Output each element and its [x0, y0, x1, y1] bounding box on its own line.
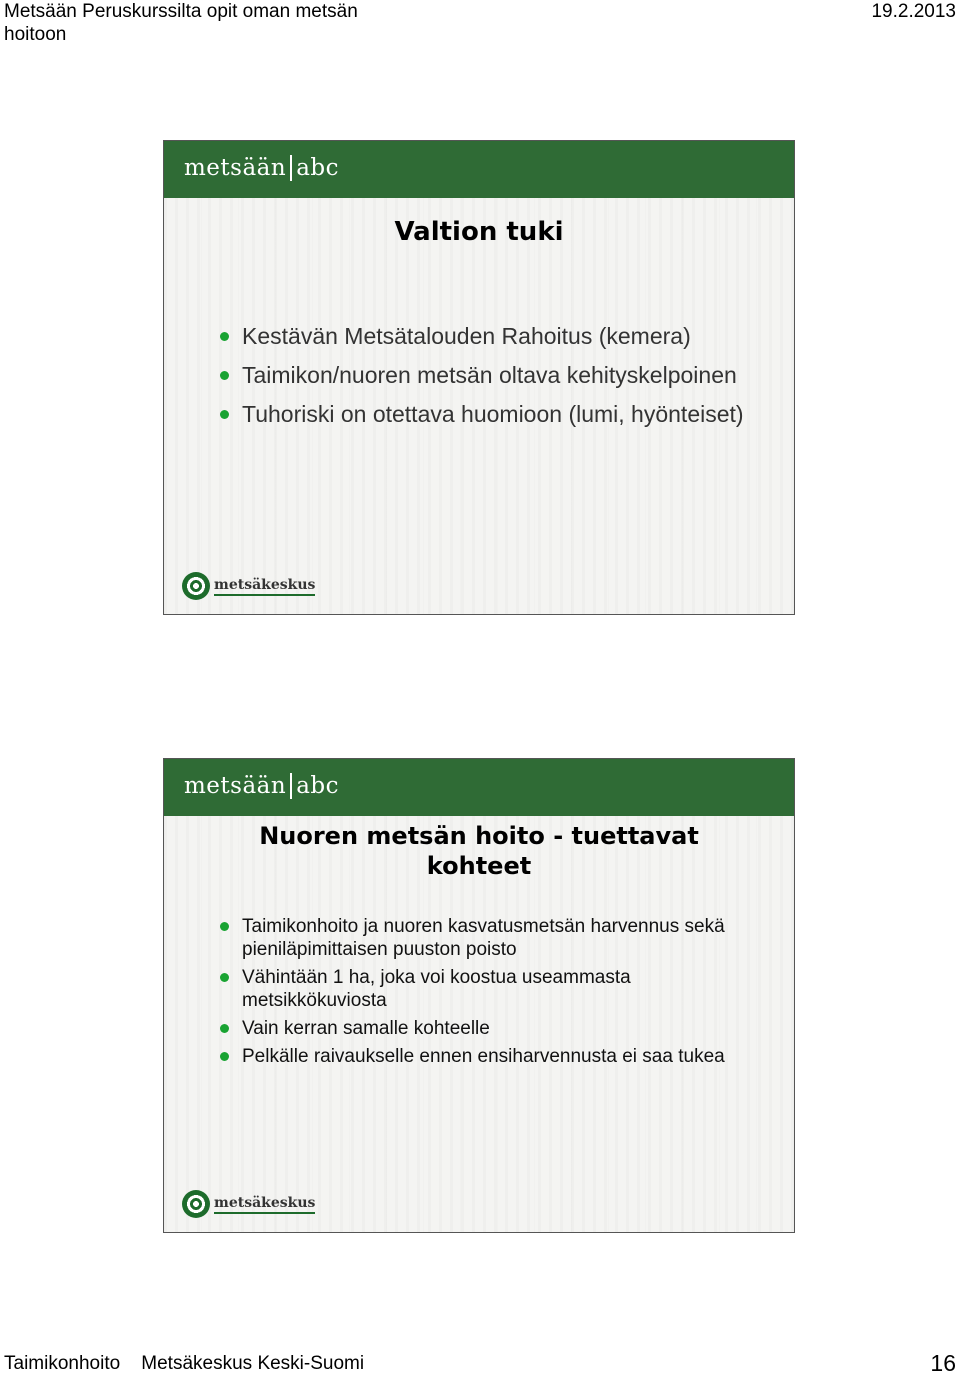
bullet-item [164, 321, 774, 352]
bullet-item [164, 360, 774, 391]
slide-banner [164, 759, 794, 816]
logo-divider [290, 155, 292, 181]
slide-banner [164, 141, 794, 198]
bullet-item [164, 1017, 774, 1040]
bullet-dot-icon [220, 371, 229, 380]
slide-title: Valtion tuki [394, 217, 564, 247]
metsakeskus-target-icon [182, 572, 210, 600]
logo-text-right: abc [296, 155, 340, 181]
slide-title: Nuoren metsän hoito - tuettavat kohteet [259, 822, 699, 880]
bullet-item [164, 399, 774, 430]
bullet-dot-icon [220, 922, 229, 931]
page-footer-text: Taimikonhoito Metsäkeskus Keski-Suomi [4, 1353, 365, 1374]
slide-nuoren-metsan-hoito [163, 758, 795, 1233]
metsaan-abc-logo [184, 155, 339, 181]
bullet-text: Taimikonhoito ja nuoren kasvatusmetsän harvennus sekä pieniläpimittaisen puuston poisto [242, 916, 725, 960]
metsaan-abc-logo [184, 773, 339, 799]
bullet-text: Pelkälle raivaukselle ennen ensiharvennusta ei saa tukea [242, 1046, 725, 1067]
bullet-dot-icon [220, 410, 229, 419]
bullet-item [164, 915, 774, 961]
slide-valtion-tuki [163, 140, 795, 615]
metsakeskus-logo-text: metsäkeskus [214, 577, 315, 596]
logo-text-right: abc [296, 773, 340, 799]
bullet-text: Vain kerran samalle kohteelle [242, 1018, 490, 1039]
bullet-dot-icon [220, 1024, 229, 1033]
bullet-item [164, 1045, 774, 1068]
logo-divider [290, 773, 292, 799]
bullet-text: Vähintään 1 ha, joka voi koostua useammasta metsikkökuviosta [242, 967, 631, 1011]
metsakeskus-target-icon [182, 1190, 210, 1218]
metsakeskus-logo [182, 572, 315, 600]
logo-text-left: metsään [184, 773, 287, 799]
bullet-dot-icon [220, 332, 229, 341]
bullet-list [164, 915, 774, 1073]
bullet-item [164, 966, 774, 1012]
page-header-date: 19.2.2013 [871, 1, 956, 22]
metsakeskus-logo-text: metsäkeskus [214, 1195, 315, 1214]
metsakeskus-logo [182, 1190, 315, 1218]
bullet-text: Kestävän Metsätalouden Rahoitus (kemera) [242, 323, 691, 349]
bullet-list [164, 321, 774, 438]
bullet-text: Taimikon/nuoren metsän oltava kehityskelpoinen [242, 362, 737, 388]
page-header-title: Metsään Peruskurssilta opit oman metsän hoitoon [4, 1, 358, 45]
page-number: 16 [930, 1350, 956, 1376]
logo-text-left: metsään [184, 155, 287, 181]
bullet-dot-icon [220, 1052, 229, 1061]
bullet-text: Tuhoriski on otettava huomioon (lumi, hyönteiset) [242, 401, 744, 427]
bullet-dot-icon [220, 973, 229, 982]
